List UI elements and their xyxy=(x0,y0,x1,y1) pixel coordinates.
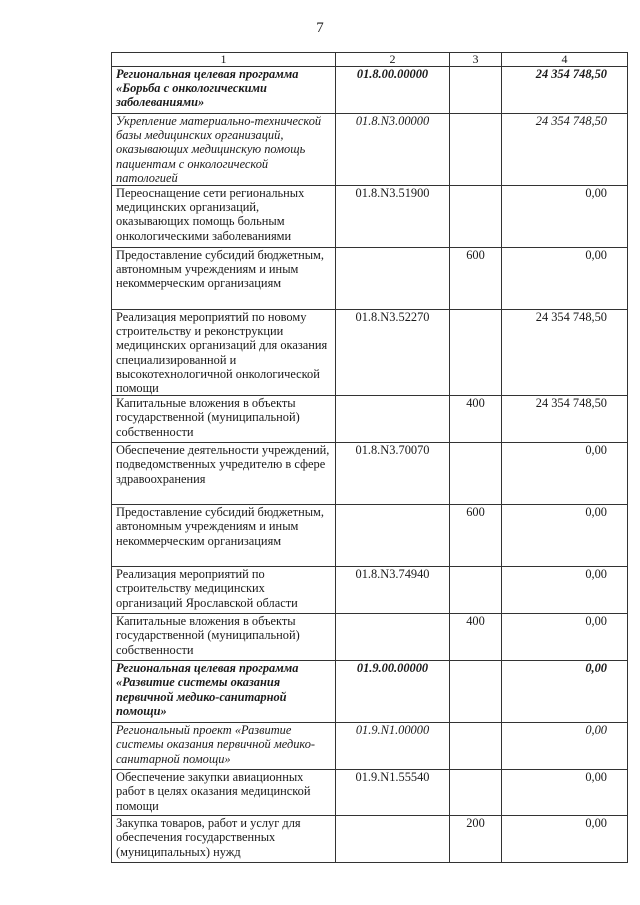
row-name-cell: Реализация мероприятий по строительству медицинских организаций Ярославской области xyxy=(112,567,336,614)
table-row xyxy=(112,310,628,396)
row-code-cell: 01.9.N1.55540 xyxy=(336,770,450,816)
row-kvr-cell xyxy=(450,723,502,770)
row-sum-cell: 0,00 xyxy=(502,614,628,661)
row-name-cell: Региональная целевая программа «Развитие системы оказания первичной медико-санитарной помощи» xyxy=(112,661,336,723)
row-sum-cell: 24 354 748,50 xyxy=(502,67,628,114)
row-name-cell: Обеспечение закупки авиационных работ в целях оказания медицинской помощи xyxy=(112,770,336,816)
table-row xyxy=(112,770,628,816)
row-sum-cell: 24 354 748,50 xyxy=(502,396,628,443)
row-code-cell xyxy=(336,816,450,863)
row-kvr-cell xyxy=(450,186,502,248)
row-name-cell: Капитальные вложения в объекты государственной (муниципальной) собственности xyxy=(112,396,336,443)
header-col-4: 4 xyxy=(502,53,628,67)
row-name-cell: Укрепление материально-технической базы медицинских организаций, оказывающих медицинскую помощь пациентам с онкологической патологией xyxy=(112,114,336,186)
table-row xyxy=(112,443,628,505)
row-kvr-cell: 600 xyxy=(450,248,502,310)
row-code-cell: 01.9.00.00000 xyxy=(336,661,450,723)
row-code-cell: 01.8.N3.74940 xyxy=(336,567,450,614)
row-kvr-cell xyxy=(450,443,502,505)
table-row xyxy=(112,248,628,310)
header-col-1: 1 xyxy=(112,53,336,67)
row-name-cell: Региональная целевая программа «Борьба с онкологическими заболеваниями» xyxy=(112,67,336,114)
table-row xyxy=(112,661,628,723)
row-code-cell xyxy=(336,396,450,443)
row-sum-cell: 24 354 748,50 xyxy=(502,310,628,396)
budget-table-body xyxy=(112,53,628,863)
row-name-cell: Переоснащение сети региональных медицинских организаций, оказывающих помощь больным онкологическими заболеваниями xyxy=(112,186,336,248)
row-sum-cell: 0,00 xyxy=(502,443,628,505)
table-row xyxy=(112,567,628,614)
page-number: 7 xyxy=(316,20,324,36)
row-name-cell: Предоставление субсидий бюджетным, автономным учреждениям и иным некоммерческим организациям xyxy=(112,248,336,310)
row-code-cell: 01.9.N1.00000 xyxy=(336,723,450,770)
row-code-cell: 01.8.N3.51900 xyxy=(336,186,450,248)
row-sum-cell: 0,00 xyxy=(502,248,628,310)
header-col-3: 3 xyxy=(450,53,502,67)
row-kvr-cell xyxy=(450,67,502,114)
row-sum-cell: 0,00 xyxy=(502,567,628,614)
table-row xyxy=(112,114,628,186)
table-row xyxy=(112,614,628,661)
table-row xyxy=(112,723,628,770)
row-sum-cell: 24 354 748,50 xyxy=(502,114,628,186)
row-code-cell: 01.8.N3.70070 xyxy=(336,443,450,505)
row-sum-cell: 0,00 xyxy=(502,186,628,248)
budget-table xyxy=(111,52,628,863)
row-sum-cell: 0,00 xyxy=(502,661,628,723)
row-sum-cell: 0,00 xyxy=(502,723,628,770)
table-row xyxy=(112,186,628,248)
row-sum-cell: 0,00 xyxy=(502,770,628,816)
row-code-cell: 01.8.N3.52270 xyxy=(336,310,450,396)
row-kvr-cell: 200 xyxy=(450,816,502,863)
table-row xyxy=(112,67,628,114)
row-name-cell: Закупка товаров, работ и услуг для обеспечения государственных (муниципальных) нужд xyxy=(112,816,336,863)
row-kvr-cell xyxy=(450,114,502,186)
row-code-cell: 01.8.N3.00000 xyxy=(336,114,450,186)
row-code-cell xyxy=(336,248,450,310)
row-name-cell: Реализация мероприятий по новому строительству и реконструкции медицинских организаций для оказания специализированной и высокотехнологичной онкологической помощи xyxy=(112,310,336,396)
row-name-cell: Региональный проект «Развитие системы оказания первичной медико-санитарной помощи» xyxy=(112,723,336,770)
row-kvr-cell: 400 xyxy=(450,614,502,661)
row-code-cell xyxy=(336,614,450,661)
row-kvr-cell: 600 xyxy=(450,505,502,567)
row-name-cell: Предоставление субсидий бюджетным, автономным учреждениям и иным некоммерческим организациям xyxy=(112,505,336,567)
table-row xyxy=(112,816,628,863)
header-col-2: 2 xyxy=(336,53,450,67)
row-code-cell: 01.8.00.00000 xyxy=(336,67,450,114)
row-name-cell: Капитальные вложения в объекты государственной (муниципальной) собственности xyxy=(112,614,336,661)
row-sum-cell: 0,00 xyxy=(502,816,628,863)
row-kvr-cell xyxy=(450,310,502,396)
row-kvr-cell xyxy=(450,567,502,614)
row-sum-cell: 0,00 xyxy=(502,505,628,567)
table-row xyxy=(112,505,628,567)
row-kvr-cell xyxy=(450,770,502,816)
row-code-cell xyxy=(336,505,450,567)
row-kvr-cell xyxy=(450,661,502,723)
table-header-row xyxy=(112,53,628,67)
table-row xyxy=(112,396,628,443)
row-name-cell: Обеспечение деятельности учреждений, подведомственных учредителю в сфере здравоохранения xyxy=(112,443,336,505)
row-kvr-cell: 400 xyxy=(450,396,502,443)
